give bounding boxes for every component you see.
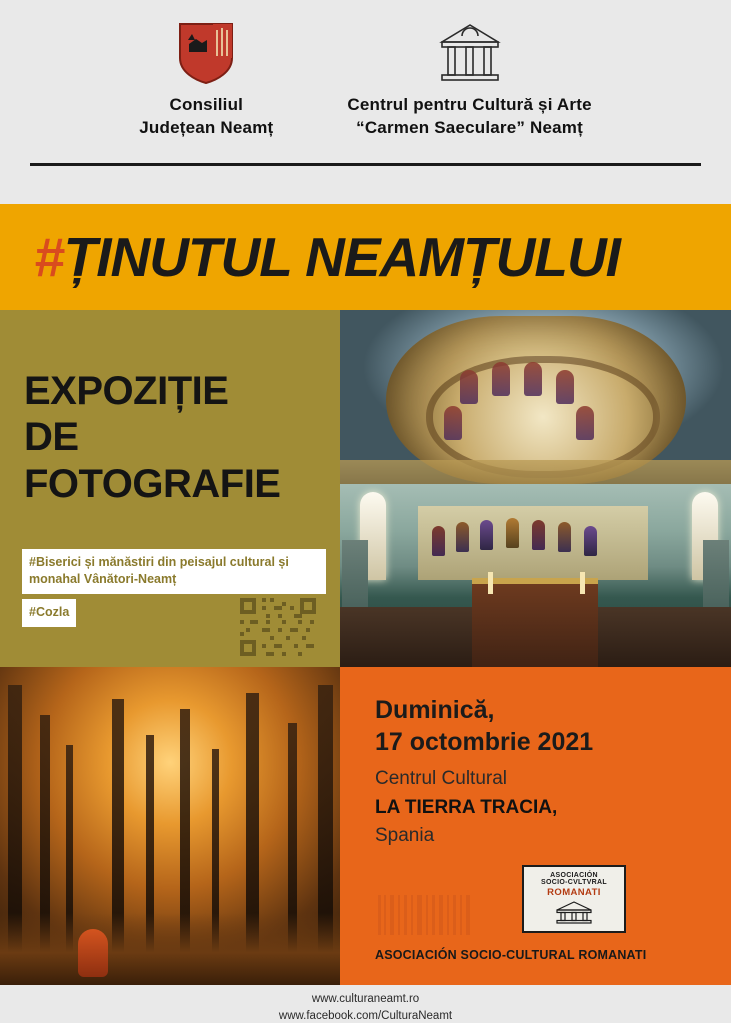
header-divider — [30, 163, 701, 166]
church-interior-photo — [340, 310, 731, 667]
poster-footer — [0, 985, 731, 1023]
exhibition-heading — [24, 368, 280, 507]
event-info-panel — [340, 667, 731, 985]
temple-outline-icon — [428, 22, 512, 84]
campaign-title-band — [0, 204, 731, 310]
campaign-title — [0, 225, 620, 288]
poster-header — [0, 0, 731, 172]
event-venue — [375, 765, 557, 851]
association-seal-icon — [522, 865, 626, 933]
campaign-title-text: ȚINUTUL NEAMȚULUI — [63, 225, 620, 288]
barcode-texture — [378, 895, 474, 935]
autumn-forest-photo — [0, 667, 340, 985]
exhibition-tag: #Cozla — [22, 599, 76, 627]
venue-line3: Spania — [375, 825, 435, 846]
seal-line1: ASOCIACIÓN — [550, 872, 598, 879]
county-council-line2: Județean Neamț — [139, 117, 274, 137]
hashtag-symbol: # — [34, 225, 64, 288]
organization-cultural-center — [347, 22, 591, 140]
footer-facebook[interactable]: www.facebook.com/CulturaNeamt — [278, 1009, 453, 1022]
exhibition-heading-line2: DE — [24, 415, 79, 460]
cultural-center-line2: “Carmen Saeculare” Neamț — [356, 117, 583, 137]
seal-line2: SOCIO-CVLTVRAL — [541, 879, 607, 886]
event-date-line2: 17 octombrie 2021 — [375, 728, 594, 756]
seal-line3: ROMANATI — [547, 887, 601, 898]
exhibition-tag: #Biserici și mănăstiri din peisajul cultural și monahal Vânători-Neamț — [22, 549, 326, 594]
county-council-line1: Consiliul — [169, 95, 244, 114]
qr-code-icon — [236, 594, 320, 660]
exhibition-heading-line3: FOTOGRAFIE — [24, 461, 281, 506]
venue-line2: LA TIERRA TRACIA, — [375, 796, 558, 818]
exhibition-heading-line1: EXPOZIȚIE — [24, 369, 229, 413]
neamt-county-crest-icon — [177, 22, 235, 84]
association-name: ASOCIACIÓN SOCIO-CULTURAL ROMANATI — [375, 948, 647, 962]
event-date — [375, 694, 593, 758]
event-date-line1: Duminică, — [375, 696, 495, 724]
footer-website[interactable]: www.culturaneamt.ro — [311, 993, 420, 1005]
organization-county-council — [139, 22, 273, 140]
cultural-center-line1: Centrul pentru Cultură și Arte — [347, 95, 592, 114]
seal-temple-icon — [551, 900, 597, 929]
venue-line1: Centrul Cultural — [375, 768, 507, 789]
person-silhouette — [78, 929, 108, 977]
